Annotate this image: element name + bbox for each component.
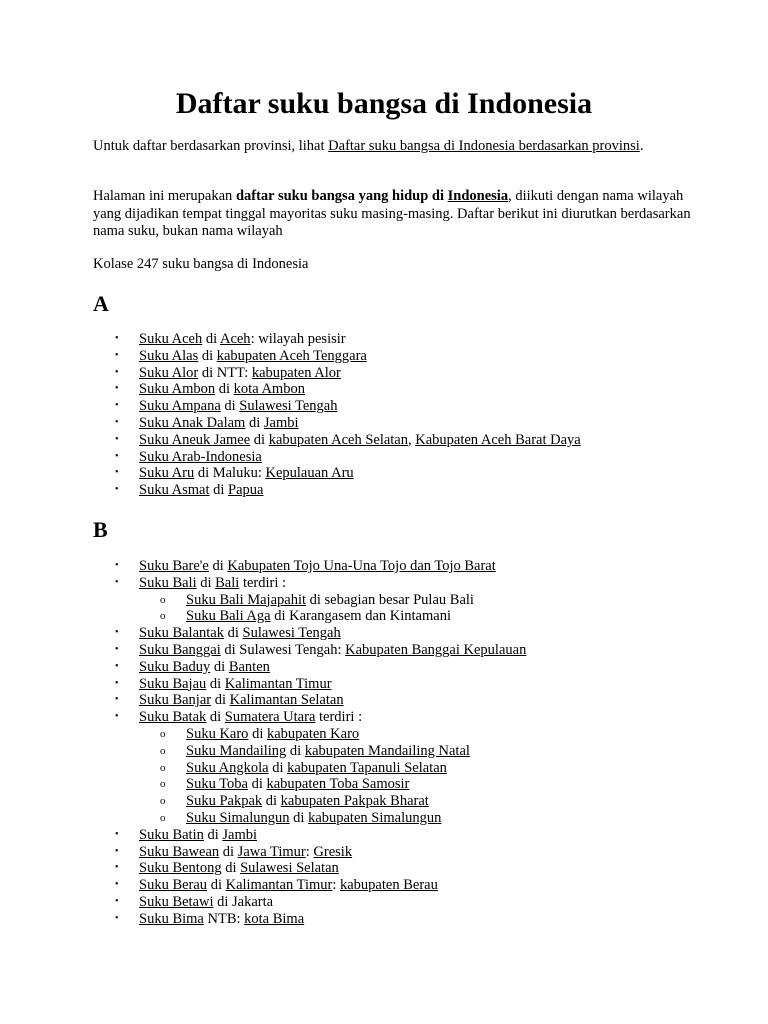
circle-bullet-icon: o xyxy=(160,761,166,774)
item-link[interactable]: kota Bima xyxy=(244,910,305,927)
item-link[interactable]: Suku Asmat xyxy=(139,482,210,499)
item-link[interactable]: Suku Berau xyxy=(139,877,208,894)
item-link[interactable]: Bali xyxy=(215,574,240,591)
list-item xyxy=(0,381,768,398)
item-link[interactable]: Suku Alor xyxy=(139,364,199,381)
circle-bullet-icon: o xyxy=(160,727,166,740)
item-link[interactable]: Suku Aceh xyxy=(139,331,203,347)
item-text: di xyxy=(196,574,216,591)
item-link[interactable]: Suku Anak Dalam xyxy=(139,414,246,431)
item-text: di Maluku: xyxy=(194,465,266,482)
item-link[interactable]: Suku Aneuk Jamee xyxy=(139,431,251,448)
sub-list-item xyxy=(0,743,768,760)
bullet-icon: • xyxy=(115,484,119,496)
item-link[interactable]: kota Ambon xyxy=(233,381,305,398)
circle-bullet-icon: o xyxy=(160,744,166,757)
item-link[interactable]: Suku Bawean xyxy=(139,843,220,860)
item-text: di xyxy=(248,725,267,742)
bullet-icon: • xyxy=(115,879,119,891)
bullet-icon: • xyxy=(115,576,119,588)
item-text: , xyxy=(408,431,416,448)
item-text: di xyxy=(262,793,281,810)
item-text: di xyxy=(207,877,226,894)
list-item xyxy=(0,659,768,676)
item-text: di xyxy=(250,431,269,448)
sub-list-item xyxy=(0,793,768,810)
item-link[interactable]: Kalimantan Selatan xyxy=(229,692,344,709)
item-link[interactable]: Kabupaten Banggai Kepulauan xyxy=(345,641,527,658)
item-link[interactable]: Suku Bentong xyxy=(139,860,222,877)
page-title: Daftar suku bangsa di Indonesia xyxy=(175,87,593,120)
item-text: terdiri : xyxy=(239,574,287,591)
item-link[interactable]: Suku Batak xyxy=(139,709,207,726)
list-item xyxy=(0,432,768,449)
bullet-icon: • xyxy=(115,862,119,874)
circle-bullet-icon: o xyxy=(160,778,166,791)
list-item xyxy=(0,877,768,894)
circle-bullet-icon: o xyxy=(160,795,166,808)
item-text: di xyxy=(223,625,243,642)
item-text: : wilayah pesisir xyxy=(250,331,346,347)
item-link[interactable]: Banten xyxy=(228,658,270,675)
item-text: di xyxy=(202,331,220,347)
sub-list-item xyxy=(0,760,768,777)
intro-text: Untuk daftar berdasarkan provinsi, lihat xyxy=(93,138,329,154)
bullet-icon: • xyxy=(115,627,119,639)
item-text: di xyxy=(210,658,229,675)
item-link[interactable]: Jawa Timur xyxy=(237,843,306,860)
list-item xyxy=(0,625,768,642)
bullet-icon: • xyxy=(115,912,119,924)
item-link[interactable]: Sulawesi Tengah xyxy=(242,625,341,642)
item-link[interactable]: Suku Ampana xyxy=(139,398,221,415)
sub-list-item xyxy=(0,776,768,793)
item-link[interactable]: Jambi xyxy=(222,826,258,843)
list-item xyxy=(0,911,768,928)
desc-bold-text: daftar suku bangsa yang hidup di xyxy=(235,188,448,204)
circle-bullet-icon: o xyxy=(160,811,166,824)
item-link[interactable]: Suku Bare'e xyxy=(139,558,209,574)
list-item xyxy=(0,642,768,659)
item-link[interactable]: Suku Toba xyxy=(186,776,248,793)
list-item xyxy=(0,331,768,348)
item-link[interactable]: Suku Bali xyxy=(139,574,197,591)
list-item xyxy=(0,827,768,844)
item-link[interactable]: kabupaten Simalungun xyxy=(308,809,442,826)
item-link[interactable]: Suku Bali Majapahit xyxy=(186,591,307,608)
bullet-icon: • xyxy=(115,450,119,462)
item-text: : xyxy=(332,877,340,894)
item-link[interactable]: kabupaten Aceh Tenggara xyxy=(216,347,367,364)
item-link[interactable]: Kepulauan Aru xyxy=(265,465,354,482)
item-text: di xyxy=(289,809,309,826)
bullet-icon: • xyxy=(115,660,119,672)
item-text: di Jakarta xyxy=(213,893,274,910)
item-link[interactable]: Suku Pakpak xyxy=(186,793,263,810)
list-item xyxy=(0,365,768,382)
item-link[interactable]: kabupaten Alor xyxy=(251,364,341,381)
item-link[interactable]: Kabupaten Aceh Barat Daya xyxy=(415,431,581,448)
list-item xyxy=(0,575,768,592)
circle-bullet-icon: o xyxy=(160,593,166,606)
item-link[interactable]: kabupaten Aceh Selatan xyxy=(268,431,408,448)
item-link[interactable]: kabupaten Pakpak Bharat xyxy=(280,793,429,810)
item-link[interactable]: kabupaten Tapanuli Selatan xyxy=(287,759,447,776)
item-link[interactable]: Suku Alas xyxy=(139,347,199,364)
item-link[interactable]: Suku Aru xyxy=(139,465,195,482)
bullet-icon: • xyxy=(115,711,119,723)
item-link[interactable]: Jambi xyxy=(263,414,299,431)
item-text: di Sulawesi Tengah: xyxy=(220,641,346,658)
sub-list-item xyxy=(0,810,768,827)
item-link[interactable]: Papua xyxy=(228,482,264,499)
bullet-icon: • xyxy=(115,694,119,706)
item-link[interactable]: Suku Banjar xyxy=(139,692,212,709)
list-item xyxy=(0,482,768,499)
item-text: terdiri : xyxy=(315,709,363,726)
item-link[interactable]: Suku Arab-Indonesia xyxy=(139,448,262,465)
item-link[interactable]: Suku Simalungun xyxy=(186,809,290,826)
item-link[interactable]: Sulawesi Tengah xyxy=(239,398,338,415)
desc-text-2: , diikuti dengan nama wilayah yang dijadikan tempat tinggal mayoritas suku masing-masing. Daftar berikut ini diurutkan berdasarkan nama suku, bukan nama wilayah xyxy=(93,188,691,239)
list-item xyxy=(0,692,768,709)
intro-paragraph xyxy=(93,138,693,156)
indonesia-link[interactable]: Indonesia xyxy=(447,188,509,204)
list-item xyxy=(0,465,768,482)
item-link[interactable]: Suku Banggai xyxy=(139,641,221,658)
bullet-icon: • xyxy=(115,845,119,857)
collage-caption: Kolase 247 suku bangsa di Indonesia xyxy=(93,256,309,272)
item-link[interactable]: Aceh xyxy=(219,331,251,347)
item-text: NTB: xyxy=(203,910,245,927)
sub-list-item xyxy=(0,608,768,625)
bullet-icon: • xyxy=(115,383,119,395)
item-text: di xyxy=(220,398,240,415)
list-item xyxy=(0,860,768,877)
bullet-icon: • xyxy=(115,467,119,479)
item-text: di xyxy=(206,709,225,726)
bullet-icon: • xyxy=(115,416,119,428)
bullet-icon: • xyxy=(115,828,119,840)
item-link[interactable]: Kabupaten Tojo Una-Una Tojo dan Tojo Barat xyxy=(227,558,496,574)
item-text: di xyxy=(245,414,264,431)
list-item xyxy=(0,558,768,575)
item-text: di xyxy=(203,826,223,843)
bullet-icon: • xyxy=(115,895,119,907)
list-item xyxy=(0,894,768,911)
list-item xyxy=(0,348,768,365)
circle-bullet-icon: o xyxy=(160,610,166,623)
intro-end: . xyxy=(639,138,644,154)
item-text: di sebagian besar Pulau Bali xyxy=(306,591,474,608)
bullet-icon: • xyxy=(115,560,119,571)
item-text: di xyxy=(211,692,230,709)
province-list-link[interactable]: Daftar suku bangsa di Indonesia berdasarkan provinsi xyxy=(328,138,640,154)
sub-list-item xyxy=(0,592,768,609)
item-text: : xyxy=(305,843,314,860)
bullet-icon: • xyxy=(115,400,119,412)
item-text: di xyxy=(221,860,241,877)
item-link[interactable]: Suku Betawi xyxy=(139,893,214,910)
item-link[interactable]: Sumatera Utara xyxy=(224,709,316,726)
item-link[interactable]: Sulawesi Selatan xyxy=(240,860,339,877)
list-item xyxy=(0,415,768,432)
item-link[interactable]: Kalimantan Timur xyxy=(225,877,333,894)
bullet-icon: • xyxy=(115,433,119,445)
item-text: di xyxy=(268,759,288,776)
item-link[interactable]: Suku Mandailing xyxy=(186,742,287,759)
item-link[interactable]: Gresik xyxy=(313,843,353,860)
item-link[interactable]: Suku Bima xyxy=(139,910,204,927)
bullet-icon: • xyxy=(115,366,119,378)
item-link[interactable]: Suku Ambon xyxy=(139,381,216,398)
item-text: di xyxy=(247,776,267,793)
item-link[interactable]: Suku Bajau xyxy=(139,675,207,692)
description-paragraph xyxy=(93,188,693,241)
item-link[interactable]: kabupaten Toba Samosir xyxy=(266,776,410,793)
list-item xyxy=(0,676,768,693)
item-link[interactable]: Suku Angkola xyxy=(186,759,269,776)
item-text: di Karangasem dan Kintamani xyxy=(270,608,451,625)
item-text: di xyxy=(206,675,225,692)
item-link[interactable]: kabupaten Berau xyxy=(340,877,438,894)
list-item xyxy=(0,449,768,466)
item-text: di xyxy=(219,843,238,860)
sub-list-item xyxy=(0,726,768,743)
item-link[interactable]: Kalimantan Timur xyxy=(224,675,332,692)
section-heading-a: A xyxy=(93,291,109,316)
item-link[interactable]: Suku Batin xyxy=(139,826,204,843)
item-link[interactable]: Suku Karo xyxy=(186,725,249,742)
item-text: di xyxy=(286,742,305,759)
item-text: di xyxy=(209,482,229,499)
item-text: di xyxy=(215,381,234,398)
item-link[interactable]: Suku Balantak xyxy=(139,625,224,642)
item-link[interactable]: Suku Baduy xyxy=(139,658,211,675)
bullet-icon: • xyxy=(115,677,119,689)
section-b-list xyxy=(0,558,768,928)
item-link[interactable]: kabupaten Mandailing Natal xyxy=(304,742,470,759)
desc-text-1: Halaman ini merupakan xyxy=(93,188,236,204)
item-text: di NTT: xyxy=(198,364,252,381)
section-heading-b: B xyxy=(93,517,108,542)
bullet-icon: • xyxy=(115,643,119,655)
item-link[interactable]: kabupaten Karo xyxy=(266,725,360,742)
bullet-icon: • xyxy=(115,349,119,361)
section-a-list xyxy=(0,331,768,499)
item-text: di xyxy=(198,347,217,364)
list-item xyxy=(0,844,768,861)
list-item xyxy=(0,709,768,726)
item-text: di xyxy=(208,558,228,574)
bullet-icon: • xyxy=(115,333,119,344)
item-link[interactable]: Suku Bali Aga xyxy=(186,608,271,625)
list-item xyxy=(0,398,768,415)
